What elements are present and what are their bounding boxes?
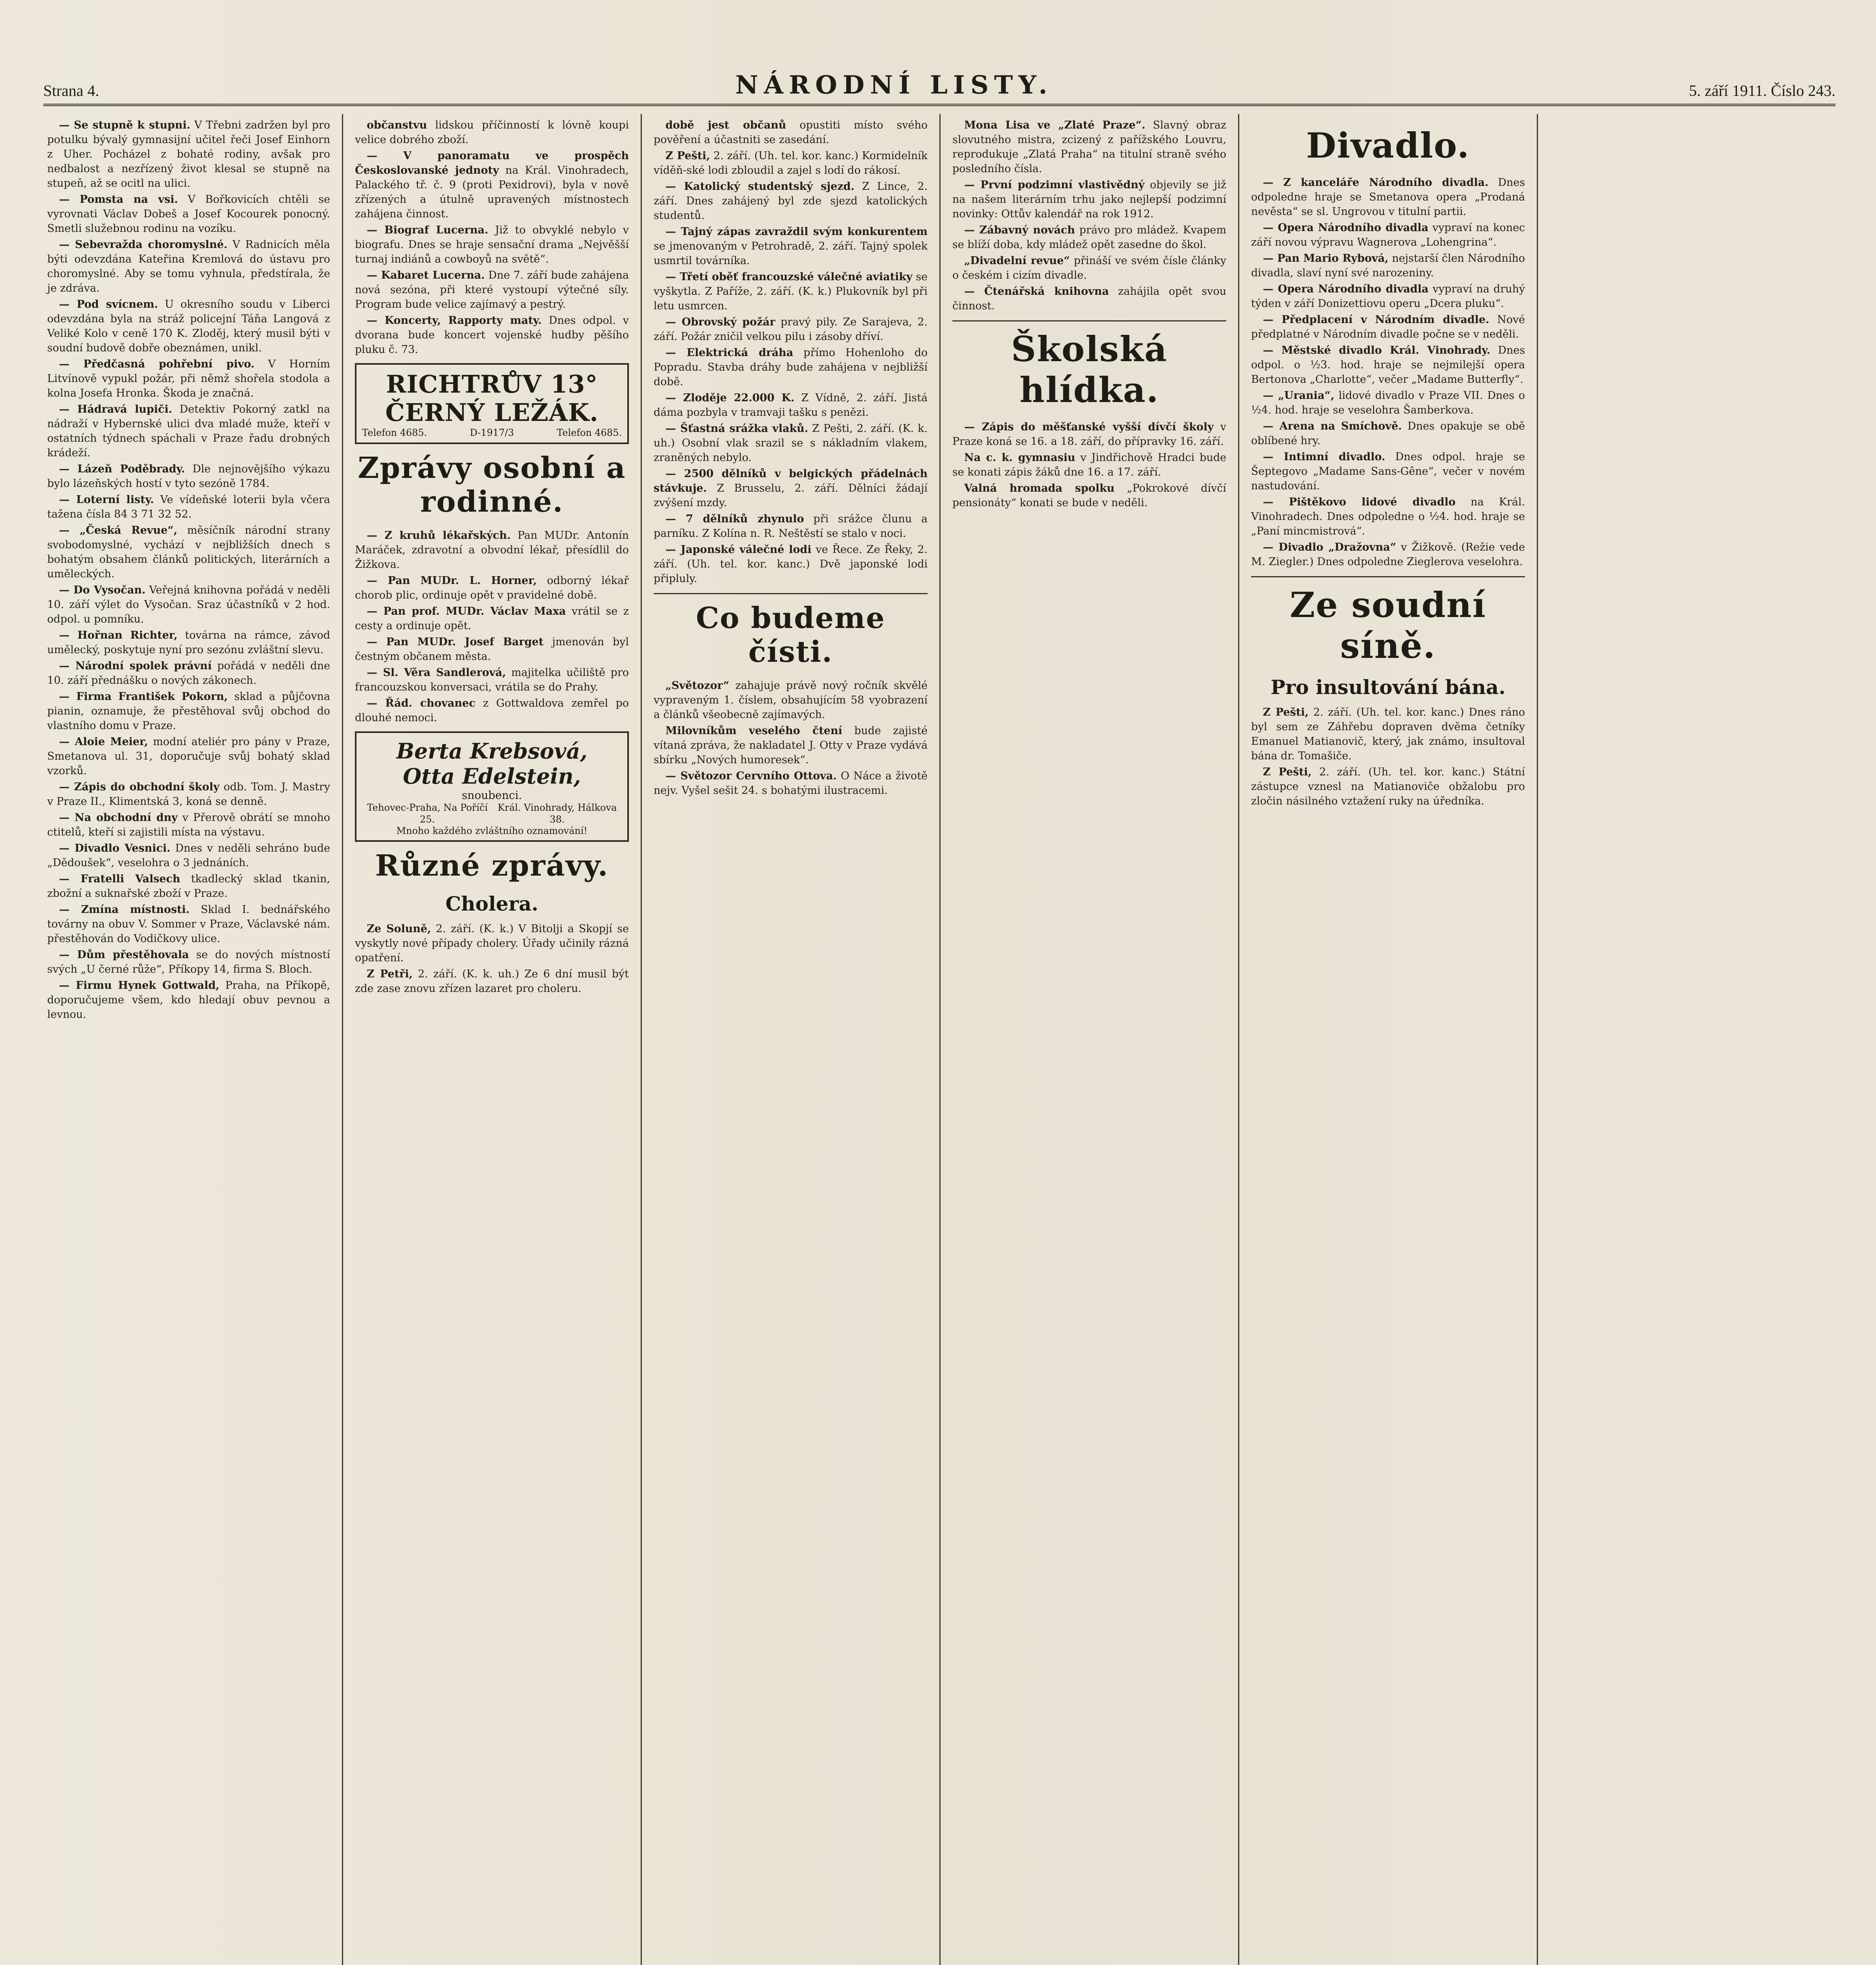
article-lead: „Divadelní revue“ — [964, 255, 1070, 267]
article-paragraph — [654, 149, 928, 178]
article-lead: — Fratelli Valsech — [59, 873, 180, 885]
article-paragraph — [355, 528, 629, 572]
article-text: zahajuje právě nový ročník skvělé vypraveným 1. číslem, obsahujícím 58 vyobrazení a článků všeobecně zajímavých. — [654, 679, 928, 721]
article-lead: — Kabaret Lucerna. — [367, 269, 485, 281]
article-text: Sklad I. bednářského továrny na obuv V. Sommer v Praze, Václavské nám. přestěhován do Vodičkovy ulice. — [47, 904, 330, 945]
subhead-cholera: Cholera. — [445, 892, 538, 915]
announcement-address-left: Tehovec-Praha, Na Poříčí 25. — [367, 802, 488, 825]
article-paragraph — [654, 724, 928, 767]
article-paragraph — [355, 967, 629, 996]
article-lead: — Na obchodní dny — [59, 812, 178, 824]
article-paragraph — [355, 149, 629, 221]
article-lead: — Pod svícnem. — [59, 298, 158, 310]
article-text: 2. září. (K. k. uh.) Ze 6 dní musil být zde zase znovu zřízen lazaret pro choleru. — [355, 968, 629, 995]
article-lead: — Opera Národního divadla — [1263, 283, 1429, 295]
section-title-reading: Co budeme čísti. — [696, 601, 886, 669]
column-4-articles — [952, 118, 1226, 313]
article-paragraph — [1251, 450, 1525, 493]
ad-telephone-right: Telefon 4685. — [557, 427, 622, 438]
article-paragraph — [47, 492, 330, 522]
article-text: v Žižkově. (Režie vede M. Ziegler.) Dnes odpoledne Zieglerova veselohra. — [1251, 541, 1525, 568]
article-text: opustiti místo svého pověření a účastniti se zasedání. — [654, 119, 928, 146]
article-text: 2. září. (Uh. tel. kor. kanc.) Státní zástupce vznesl na Matianoviče obžalobu pro zločin násilného vztažení ruky na úředníka. — [1251, 766, 1525, 807]
article-lead: — Divadlo Vesnici. — [59, 842, 171, 854]
article-paragraph — [654, 315, 928, 344]
article-paragraph — [1251, 765, 1525, 808]
article-lead: — Zápis do měšťanské vyšší dívčí školy — [964, 421, 1214, 433]
article-paragraph — [47, 902, 330, 946]
article-text: vrátil se z cesty a ordinuje opět. — [355, 605, 629, 632]
article-paragraph — [47, 689, 330, 733]
article-lead: Valná hromada spolku — [964, 482, 1115, 494]
article-paragraph — [1251, 282, 1525, 311]
article-paragraph — [1251, 220, 1525, 250]
article-lead: — Sebevražda choromyslné. — [59, 239, 228, 251]
article-paragraph — [355, 313, 629, 357]
article-text: O Náce a životě nejv. Vyšel sešit 24. s bohatými ilustracemi. — [654, 770, 928, 797]
article-lead: — Řád. chovanec — [367, 697, 476, 709]
article-paragraph — [952, 223, 1226, 252]
article-text: Detektiv Pokorný zatkl na nádraží v Hybernské ulici dva mladé muže, kteří v ostatních týdnech spáchali v Praze řadu drobných krádeží. — [47, 403, 330, 459]
article-lead: občanstvu — [367, 119, 427, 131]
article-paragraph — [355, 665, 629, 694]
article-paragraph — [47, 628, 330, 657]
richter-beer-ad — [355, 363, 629, 444]
article-text: na Král. Vinohradech, Palackého tř. č. 9 (proti Pexidrovi), byla v nově zřízených a útulně upravených místnostech zahájena činnost. — [355, 164, 629, 220]
article-paragraph — [47, 978, 330, 1022]
article-text: tkadlecký sklad tkanin, zbožní a suknařské zboží v Praze. — [47, 873, 330, 900]
article-lead: — Zloděje 22.000 K. — [665, 392, 795, 404]
article-lead: — Národní spolek právní — [59, 660, 212, 672]
article-lead: — Firma František Pokorn, — [59, 691, 228, 703]
article-text: se vyškytla. Z Paříže, 2. září. (K. k.) Plukovník byl při letu usmrcen. — [654, 271, 928, 312]
article-lead: — Zmína místnosti. — [59, 904, 190, 916]
columns — [43, 114, 1836, 1965]
article-text: na Král. Vinohradech. Dnes odpoledne o ½4. hod. hraje se „Paní mincmistrová“. — [1251, 496, 1525, 537]
article-paragraph — [654, 345, 928, 389]
article-text: V Bořkovicích chtěli se vyrovnati Václav Dobeš a Josef Kocourek ponocný. Smetli služebnou rodinu na vozíku. — [47, 193, 330, 235]
article-lead: Z Pešti, — [1263, 766, 1312, 778]
article-paragraph — [355, 118, 629, 147]
article-text: Dne 7. září bude zahájena nová sezóna, při které vystoupí výtečné síly. Program bude velice zajímavý a pestrý. — [355, 269, 629, 310]
article-text: přináší ve svém čísle články o českém i cizím divadle. — [952, 255, 1226, 281]
page-number: Strana 4. — [43, 82, 99, 99]
article-text: továrna na rámce, závod umělecký, poskytuje nyní pro sezónu zvláštní slevu. — [47, 629, 330, 656]
article-paragraph — [355, 922, 629, 965]
article-lead: Ze Soluně, — [367, 923, 431, 935]
article-paragraph — [47, 118, 330, 191]
article-lead: — Městské divadlo Král. Vinohrady. — [1263, 344, 1490, 356]
article-text: v Praze koná se 16. a 18. září, do přípravky 16. září. — [952, 421, 1226, 448]
article-paragraph — [654, 769, 928, 798]
divider — [1251, 576, 1525, 577]
article-lead: — Světozor Cervního Ottova. — [665, 770, 837, 782]
article-paragraph — [355, 223, 629, 266]
article-text: pravý pily. Ze Sarajeva, 2. září. Požár zničil velkou pilu i zásoby dříví. — [654, 316, 928, 343]
article-text: Slavný obraz slovutného mistra, zcizený z pařížského Louvru, reprodukuje „Zlatá Praha“ na titulní straně svého posledního čísla. — [952, 119, 1226, 175]
article-paragraph — [47, 402, 330, 460]
article-paragraph — [47, 872, 330, 901]
article-text: V Radnicích měla býti odevzdána Kateřina Kremlová do ústavu pro choromyslné. Aby se tomu vyhnula, předstírala, že je zdráva. — [47, 239, 330, 294]
article-paragraph — [47, 523, 330, 581]
article-lead: — Zápis do obchodní školy — [59, 781, 220, 793]
article-text: Z Pešti, 2. září. (K. k. uh.) Osobní vlak srazil se s nákladním vlakem, zraněných nebylo. — [654, 422, 928, 464]
announcement-name-1: Berta Krebsová, — [396, 738, 588, 764]
article-lead: Z Pešti, — [665, 150, 710, 162]
article-text: lidové divadlo v Praze VII. Dnes o ½4. hod. hraje se veselohra Šamberkova. — [1251, 389, 1525, 416]
column-2-cholera-articles — [355, 922, 629, 996]
column-5-theatre-articles — [1251, 175, 1525, 569]
article-lead: — „Urania“, — [1263, 389, 1334, 402]
article-lead: — Loterní listy. — [59, 494, 154, 506]
column-1-articles — [47, 118, 330, 1022]
ad-telephone-left: Telefon 4685. — [362, 427, 427, 438]
article-lead: — Se stupně k stupni. — [59, 119, 191, 131]
article-text: bude zajisté vítaná zpráva, že nakladatel J. Otty v Praze vydává sbírku „Nových humoresek“. — [654, 725, 928, 766]
article-lead: — „Česká Revue“, — [59, 524, 178, 536]
ad-code: D-1917/3 — [470, 427, 514, 438]
article-text: pořádá v neděli dne 10. září přednášku o nových zákonech. — [47, 660, 330, 687]
subhead-ban-insult: Pro insultování bána. — [1270, 676, 1506, 699]
article-text: Z Lince, 2. září. Dnes zahájený byl zde sjezd katolických studentů. — [654, 180, 928, 222]
article-text: právo pro mládež. Kvapem se blíží doba, kdy mládež opět zasedne do škol. — [952, 224, 1226, 251]
article-text: Již to obvyklé nebylo v biografu. Dnes se hraje sensační drama „Nejvěšší turnaj indiánů a cowboyů na světě“. — [355, 224, 629, 265]
article-lead: — Čtenářská knihovna — [964, 285, 1109, 298]
article-paragraph — [952, 284, 1226, 313]
article-paragraph — [654, 421, 928, 465]
article-lead: — 2500 dělníků v belgických přádelnách stávkuje. — [654, 468, 928, 494]
article-paragraph — [47, 192, 330, 236]
article-lead: — V panoramatu ve prospěch Českoslovanské jednoty — [355, 150, 629, 176]
article-text: Z Brusselu, 2. září. Dělníci žádají zvýšení mzdy. — [654, 482, 928, 509]
article-lead: — Obrovský požár — [665, 316, 775, 328]
article-text: „Pokrokové dívčí pensionáty“ konati se bude v neděli. — [952, 482, 1226, 509]
article-text: odborný lékař chorob plic, ordinuje opět v pravidelné době. — [355, 575, 629, 601]
article-text: lidskou příčinností k lóvně koupi velice dobrého zboží. — [355, 119, 629, 146]
article-paragraph — [952, 178, 1226, 221]
article-lead: — Firmu Hynek Gottwald, — [59, 979, 220, 992]
article-lead: — Opera Národního divadla — [1263, 222, 1429, 234]
article-text: sklad a půjčovna pianin, oznamuje, že přestěhoval svůj obchod do vlastního domu v Praze. — [47, 691, 330, 732]
article-text: jmenován byl čestným občanem města. — [355, 636, 629, 663]
ad-title: RICHTRŮV 13° ČERNÝ LEŽÁK. — [385, 370, 599, 427]
article-lead: — Hořnan Richter, — [59, 629, 178, 641]
page-header — [43, 71, 1836, 106]
announcement-role: snoubenci. — [461, 789, 522, 802]
article-lead: — Intimní divadlo. — [1263, 451, 1385, 463]
article-lead: — Zábavný novách — [964, 224, 1075, 236]
ad-footer — [362, 427, 622, 439]
article-paragraph — [1251, 312, 1525, 342]
article-paragraph — [1251, 540, 1525, 569]
section-title-various-news: Různé zprávy. — [375, 849, 609, 883]
article-paragraph — [654, 466, 928, 510]
article-text: majitelka učiliště pro francouzskou konversaci, vrátila se do Prahy. — [355, 667, 629, 693]
article-paragraph — [47, 735, 330, 778]
article-text: objevily se již na našem literárním trhu jako nejlepší podzimní novinky: Ottův kalendář na rok 1912. — [952, 179, 1226, 220]
article-lead: — 7 dělníků zhynulo — [665, 513, 804, 525]
article-lead: Milovníkům veselého čtení — [665, 725, 842, 737]
article-lead: — Třetí oběť francouzské válečné aviatiky — [665, 271, 913, 283]
article-text: 2. září. (Uh. tel. kor. kanc.) Dnes ráno byl sem ze Záhřebu dopraven dvěma četníky Emanuel Matianovič, který, jak známo, insultoval bána dr. Tomašiče. — [1251, 706, 1525, 762]
article-lead: — Pan prof. MUDr. Václav Maxa — [367, 605, 566, 617]
announcement-name-2: Otta Edelstein, — [403, 764, 581, 789]
article-text: vypraví na konec září novou výpravu Wagnerova „Lohengrina“. — [1251, 222, 1525, 248]
article-text: se jmenovaným v Petrohradě, 2. září. Tajný spolek usmrtil továrníka. — [654, 240, 928, 267]
article-lead: — Koncerty, Rapporty maty. — [367, 314, 542, 327]
article-lead: — Dům přestěhovala — [59, 949, 189, 961]
article-text: z Gottwaldova zemřel po dlouhé nemoci. — [355, 697, 629, 724]
article-text: nejstarší člen Národního divadla, slaví nyní své narozeniny. — [1251, 252, 1525, 279]
article-lead: — Pomsta na vsi. — [59, 193, 178, 206]
article-lead: — Biograf Lucerna. — [367, 224, 489, 236]
section-title-personal-news: Zprávy osobní a rodinné. — [358, 451, 626, 519]
article-paragraph — [654, 391, 928, 420]
column-5 — [1238, 114, 1537, 1965]
article-lead: Na c. k. gymnasiu — [964, 452, 1075, 464]
article-paragraph — [47, 462, 330, 491]
article-text: Dnes odpol. o ½3. hod. hraje se nejmilejší opera Bertonova „Charlotte“, večer „Madame Butterfly“. — [1251, 344, 1525, 386]
article-paragraph — [1251, 705, 1525, 763]
article-paragraph — [952, 481, 1226, 510]
article-text: při srážce člunu a parníku. Z Kolína n. R. Neštěstí se stalo v noci. — [654, 513, 928, 540]
article-paragraph — [952, 253, 1226, 283]
article-text: Dnes odpol. hraje se Šeptegovo „Madame Sans-Gêne“, večer v novém nastudování. — [1251, 451, 1525, 492]
article-lead: Z Pešti, — [1263, 706, 1309, 718]
article-paragraph — [1251, 388, 1525, 417]
article-lead: Mona Lisa ve „Zlaté Praze“. — [964, 119, 1146, 131]
article-lead: — Pan Mario Rybová, — [1263, 252, 1389, 264]
article-text: Dnes odpoledne hraje se Smetanova opera „Prodaná nevěsta“ se sl. Ungrovou v titulní partii. — [1251, 176, 1525, 218]
article-text: V Třebni zadržen byl pro potulku bývalý gymnasijní učitel řeči Josef Einhorn z Uher. Pocházel z bohaté rodiny, avšak pro nedbalost a nezřízený život klesal se stupně na stupeň, až se ocitl na ulici. — [47, 119, 330, 189]
article-paragraph — [355, 268, 629, 312]
article-text: Ve vídeňské loterii byla včera tažena čísla 84 3 71 32 52. — [47, 494, 331, 520]
article-lead: — Šťastná srážka vlaků. — [665, 422, 808, 435]
column-3-articles — [654, 118, 928, 586]
article-lead: — Pan MUDr. Josef Barget — [367, 636, 544, 648]
date-issue: 5. září 1911. Číslo 243. — [1689, 82, 1836, 99]
article-paragraph — [952, 118, 1226, 176]
article-lead: — Do Vysočan. — [59, 584, 146, 596]
article-paragraph — [1251, 251, 1525, 280]
article-lead: — Sl. Věra Sandlerová, — [367, 667, 506, 679]
article-paragraph — [47, 583, 330, 626]
article-paragraph — [1251, 495, 1525, 538]
article-text: zahájila opět svou činnost. — [952, 285, 1226, 312]
article-text: Dnes odpol. v dvorana bude koncert vojenské hudby pěšího pluku č. 73. — [355, 314, 629, 356]
article-text: 2. září. (Uh. tel. kor. kanc.) Kormidelník víděň-ské lodi zbloudil a zajel s lodí do rákosí. — [654, 150, 928, 176]
column-4-school-articles — [952, 420, 1226, 510]
article-lead: — Z kruhů lékařských. — [367, 529, 511, 542]
article-lead: — Aloie Meier, — [59, 736, 148, 748]
article-paragraph — [654, 179, 928, 223]
article-lead: — Divadlo „Dražovna“ — [1263, 541, 1396, 553]
divider — [952, 320, 1226, 321]
article-paragraph — [1251, 343, 1525, 387]
article-paragraph — [355, 696, 629, 725]
article-paragraph — [47, 659, 330, 688]
column-2-personal-articles — [355, 528, 629, 725]
article-paragraph — [355, 573, 629, 602]
article-text: v Přerově obrátí se mnoho ctitelů, kteří si zajistili místa na výstavu. — [47, 812, 330, 838]
article-text: Veřejná knihovna pořádá v neděli 10. září výlet do Vysočan. Sraz účastníků v 2 hod. odpol. u pomníku. — [47, 584, 330, 625]
article-text: v Jindřichově Hradci bude se konati zápis žáků dne 16. a 17. září. — [952, 452, 1227, 478]
article-text: měsíčník národní strany svobodomyslné, vychází v nejbližších dnech s bohatým obsahem článků politických, literárních a uměleckých. — [47, 524, 330, 580]
article-paragraph — [47, 810, 330, 839]
article-lead: — Katolický studentský sjezd. — [665, 180, 854, 193]
column-1 — [43, 114, 342, 1965]
engagement-announcement — [355, 731, 629, 842]
article-text: ve Řece. Ze Řeky, 2. září. (Uh. tel. kor. kanc.) Dvě japonské lodi připluly. — [654, 544, 928, 585]
article-lead: — Předčasná pohřební pivo. — [59, 358, 255, 370]
article-text: Dnes v neděli sehráno bude „Dědoušek“, veselohra o 3 jednáních. — [47, 842, 330, 869]
column-3 — [641, 114, 939, 1965]
article-lead: — Z kanceláře Národního divadla. — [1263, 176, 1489, 189]
column-6 — [1537, 114, 1836, 1965]
article-paragraph — [47, 357, 330, 400]
article-paragraph — [47, 237, 330, 296]
article-text: přímo Hohenloho do Popradu. Stavba dráhy bude zahájena v nejbližší době. — [654, 347, 928, 388]
article-paragraph — [1251, 419, 1525, 448]
article-paragraph — [654, 270, 928, 313]
column-3-reading-articles — [654, 678, 928, 798]
article-text: U okresního soudu v Liberci odevzdána byla na stráž policejní Táňa Langová z Veliké Kolo v ceně 170 K. Zloděj, který musil býti v soudní budově dobře obeznámen, unikl. — [47, 298, 330, 354]
article-text: odb. Tom. J. Mastry v Praze II., Klimentská 3, koná se denně. — [47, 781, 330, 808]
article-text: 2. září. (K. k.) V Bitolji a Skopjí se vyskytly nové případy cholery. Úřady učinily rázná opatření. — [355, 923, 629, 964]
article-lead: — Předplacení v Národním divadle. — [1263, 314, 1489, 326]
section-title-court: Ze soudní síně. — [1290, 584, 1486, 666]
article-lead: době jest občanů — [665, 119, 786, 131]
article-paragraph — [654, 118, 928, 147]
article-lead: — Lázeň Poděbrady. — [59, 463, 185, 475]
article-text: V Horním Litvínově vypukl požár, při němž shořela stodola a kolna Josefa Hronka. Škoda je značná. — [47, 358, 330, 399]
article-text: Pan MUDr. Antonín Maráček, zdravotní a obvodní lékař, přesídlil do Žižkova. — [355, 529, 629, 571]
article-lead: — Japonské válečné lodi — [665, 544, 812, 556]
column-2-articles — [355, 118, 629, 357]
column-5-court-articles — [1251, 705, 1525, 808]
article-lead: Z Petři, — [367, 968, 413, 980]
article-text: Nové předplatné v Národním divadle počne se v neděli. — [1251, 314, 1525, 340]
article-lead: — Pištěkovo lidové divadlo — [1263, 496, 1456, 508]
article-paragraph — [47, 841, 330, 870]
article-text: se do nových místností svých „U černé růže“, Příkopy 14, firma S. Bloch. — [47, 949, 330, 975]
article-paragraph — [654, 512, 928, 541]
divider — [654, 593, 928, 594]
announcement-note: Mnoho každého zvláštního oznamování! — [396, 825, 588, 836]
announcement-addresses — [362, 802, 622, 825]
article-lead: — Hádravá lupiči. — [59, 403, 173, 415]
article-paragraph — [1251, 175, 1525, 219]
article-lead: — Tajný zápas zavraždil svým konkurentem — [665, 226, 928, 238]
section-title-theatre: Divadlo. — [1306, 125, 1470, 166]
article-lead: — Pan MUDr. L. Horner, — [367, 575, 537, 587]
column-4 — [939, 114, 1238, 1965]
article-text: Dle nejnovějšího výkazu bylo lázeňských hostí v tyto sezóně 1784. — [47, 463, 330, 490]
article-lead: — Arena na Smíchově. — [1263, 420, 1402, 432]
article-paragraph — [47, 297, 330, 355]
section-title-school: Školská hlídka. — [1011, 329, 1168, 410]
article-lead: — První podzimní vlastivědný — [964, 179, 1145, 191]
article-paragraph — [952, 420, 1226, 449]
article-paragraph — [654, 542, 928, 586]
article-text: vypraví na druhý týden v září Donizettiovu operu „Dcera pluku“. — [1251, 283, 1525, 310]
article-text: Z Vídně, 2. září. Jistá dáma pozbyla v tramvaji tašku s penězi. — [654, 392, 928, 419]
article-paragraph — [952, 450, 1226, 479]
article-paragraph — [654, 224, 928, 268]
article-paragraph — [355, 604, 629, 633]
article-text: modní ateliér pro pány v Praze, Smetanova ul. 31, doporučuje svůj bohatý sklad vzorků. — [47, 736, 330, 777]
article-paragraph — [654, 678, 928, 722]
article-paragraph — [47, 780, 330, 809]
article-paragraph — [47, 948, 330, 977]
article-lead: „Světozor“ — [665, 679, 729, 692]
article-paragraph — [355, 635, 629, 664]
article-text: Praha, na Příkopě, doporučujeme všem, kdo hledají obuv pevnou a levnou. — [47, 979, 330, 1021]
masthead: NÁRODNÍ LISTY. — [735, 70, 1053, 100]
announcement-address-right: Král. Vinohrady, Hálkova 38. — [498, 802, 617, 825]
article-text: Dnes opakuje se obě oblíbené hry. — [1251, 420, 1525, 447]
column-2 — [342, 114, 641, 1965]
article-lead: — Elektrická dráha — [665, 347, 794, 359]
